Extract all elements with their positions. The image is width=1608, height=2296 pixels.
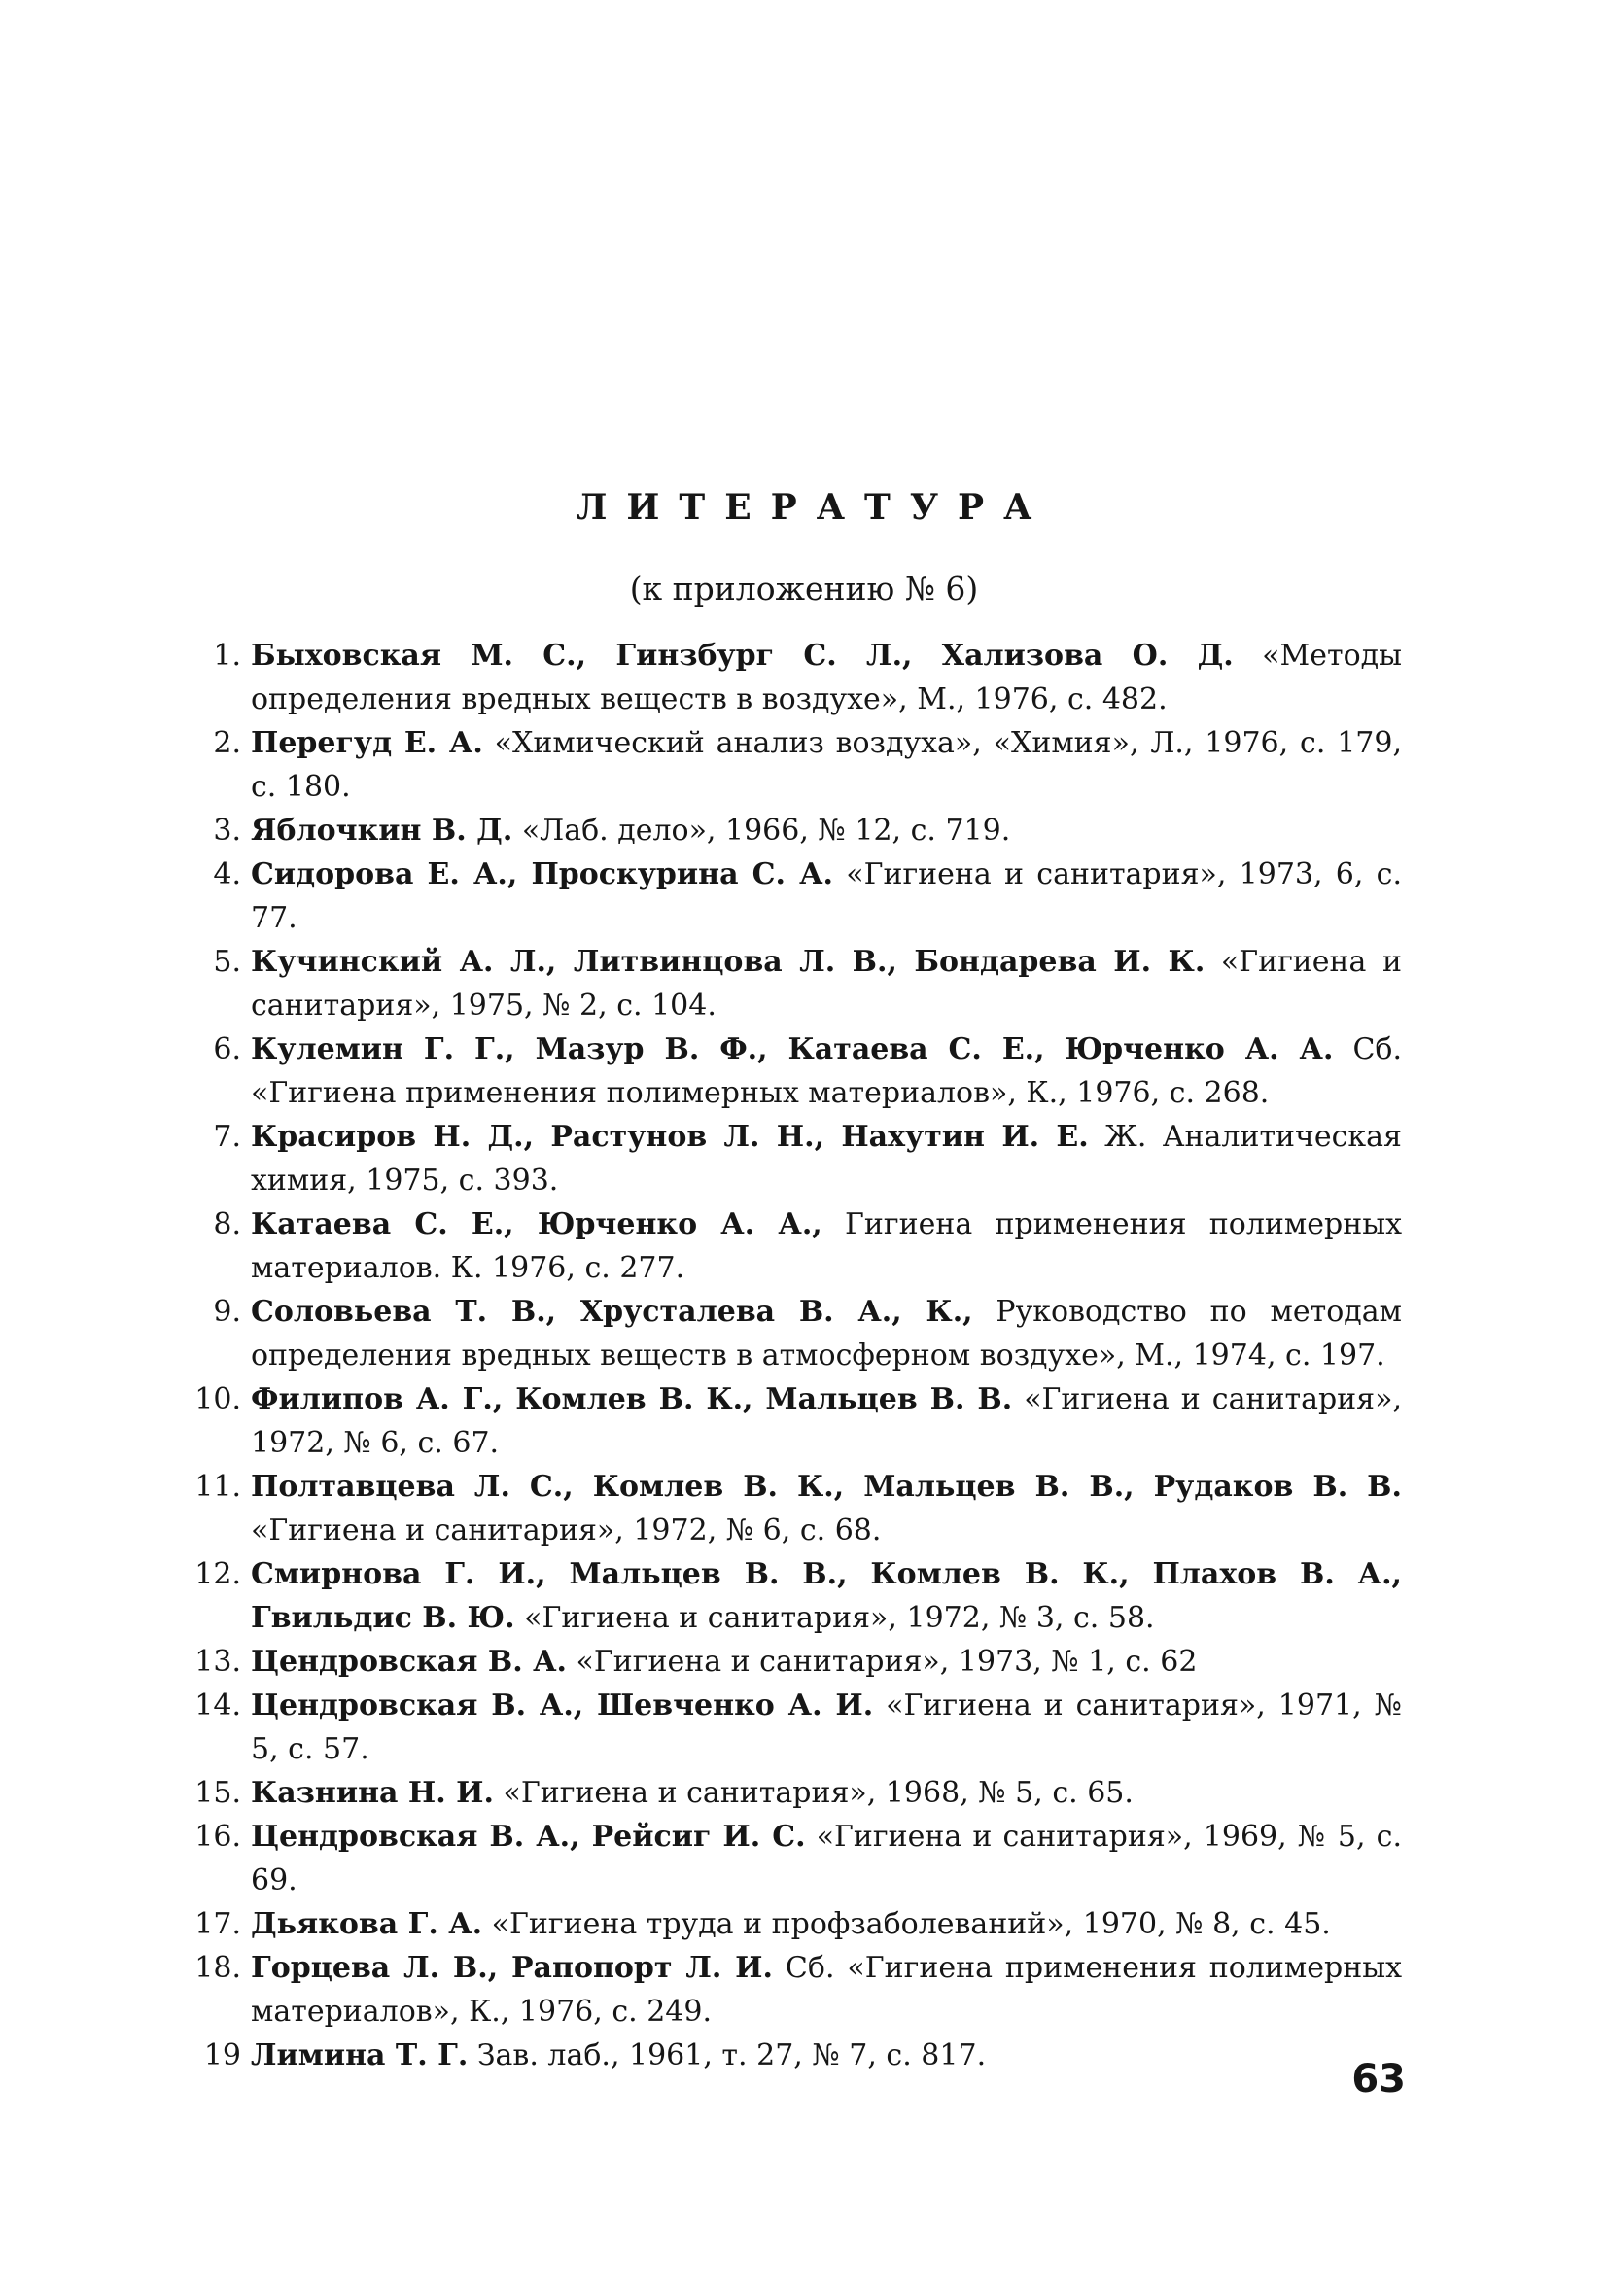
reference-authors: Цендровская В. А.: [251, 1645, 567, 1679]
reference-number: 18.: [194, 1951, 241, 1985]
reference-item: [194, 1902, 1402, 1946]
reference-number: 1.: [213, 639, 241, 673]
reference-item: [194, 1815, 1402, 1902]
reference-number: 15.: [194, 1776, 241, 1810]
reference-number: 17.: [194, 1907, 241, 1941]
reference-number: 2.: [213, 726, 241, 760]
reference-number: 16.: [194, 1820, 241, 1854]
reference-number: 12.: [194, 1557, 241, 1591]
reference-details: Зав. лаб., 1961, т. 27, № 7, с. 817.: [476, 2038, 987, 2072]
reference-number: 7.: [213, 1120, 241, 1154]
page-subtitle: (к приложению № 6): [629, 570, 979, 608]
reference-item: [213, 1290, 1402, 1377]
reference-authors: Полтавцева Л. С., Комлев В. К., Мальцев В. В., Рудаков В. В.: [251, 1470, 1402, 1504]
reference-item: [194, 1465, 1402, 1552]
reference-details: «Гигиена и санитария», 1972, № 3, с. 58.: [524, 1601, 1155, 1635]
reference-details: «Гигиена и санитария», 1973, 6, с. 77.: [251, 857, 1402, 935]
reference-details: Сб. «Гигиена применения полимерных материалов», К., 1976, с. 268.: [251, 1032, 1402, 1110]
reference-authors: Быховская М. С., Гинзбург С. Л., Хализова О. Д.: [251, 639, 1234, 673]
reference-details: «Гигиена и санитария», 1973, № 1, с. 62: [576, 1645, 1198, 1679]
reference-number: 14.: [194, 1688, 241, 1722]
reference-number: 4.: [213, 857, 241, 891]
reference-authors: Красиров Н. Д., Растунов Л. Н., Нахутин И. Е.: [251, 1120, 1089, 1154]
reference-authors: Дьякова Г. А.: [251, 1907, 483, 1941]
reference-item: [213, 852, 1402, 940]
reference-authors: Лимина Т. Г.: [251, 2038, 469, 2072]
reference-authors: Цендровская В. А., Рейсиг И. С.: [251, 1820, 806, 1854]
reference-number: 9.: [213, 1295, 241, 1329]
reference-authors: Цендровская В. А., Шевченко А. И.: [251, 1688, 874, 1722]
reference-authors: Филипов А. Г., Комлев В. К., Мальцев В. В.: [251, 1382, 1013, 1416]
reference-details: Сб. «Гигиена применения полимерных материалов», К., 1976, с. 249.: [251, 1951, 1402, 2029]
reference-authors: Кулемин Г. Г., Мазур В. Ф., Катаева С. Е., Юрченко А. А.: [251, 1032, 1334, 1066]
reference-item: [213, 1027, 1402, 1115]
reference-item: [213, 721, 1403, 809]
reference-details: Руководство по методам определения вредных веществ в атмосферном воздухе», М., 1974, с. 197.: [251, 1295, 1402, 1373]
page-title: ЛИТЕРАТУРА: [576, 487, 1052, 528]
reference-authors: Соловьева Т. В., Хрусталева В. А., К.,: [251, 1295, 973, 1329]
reference-item: [194, 1771, 1402, 1815]
reference-number: 5.: [213, 945, 241, 979]
reference-item: [213, 634, 1402, 721]
reference-item: [194, 1552, 1402, 1640]
reference-item: [203, 2034, 1402, 2077]
reference-details: Ж. Аналитическая химия, 1975, с. 393.: [251, 1120, 1402, 1198]
reference-item: [194, 1377, 1402, 1465]
reference-number: 3.: [213, 814, 241, 848]
reference-details: «Гигиена и санитария», 1968, № 5, с. 65.: [503, 1776, 1134, 1810]
reference-details: «Гигиена и санитария», 1969, № 5, с. 69.: [251, 1820, 1402, 1897]
reference-details: «Методы определения вредных веществ в воздухе», М., 1976, с. 482.: [251, 639, 1402, 716]
reference-item: [213, 1202, 1402, 1290]
reference-list: [194, 634, 1403, 2077]
reference-details: «Гигиена и санитария», 1972, № 6, с. 68.: [251, 1513, 882, 1548]
reference-item: [213, 809, 1402, 852]
reference-details: «Гигиена и санитария», 1972, № 6, с. 67.: [251, 1382, 1402, 1460]
reference-number: 11.: [194, 1470, 241, 1504]
reference-item: [213, 1115, 1402, 1202]
reference-details: Гигиена применения полимерных материалов. К. 1976, с. 277.: [251, 1207, 1402, 1285]
reference-authors: Кучинский А. Л., Литвинцова Л. В., Бондарева И. К.: [251, 945, 1206, 979]
reference-number: 19: [203, 2038, 241, 2072]
reference-details: «Гигиена труда и профзаболеваний», 1970, № 8, с. 45.: [491, 1907, 1331, 1941]
reference-authors: Перегуд Е. А.: [251, 726, 483, 760]
reference-authors: Катаева С. Е., Юрченко А. А.,: [251, 1207, 822, 1241]
reference-authors: Яблочкин В. Д.: [251, 814, 513, 848]
reference-item: [194, 1640, 1402, 1684]
reference-number: 8.: [213, 1207, 241, 1241]
reference-details: «Гигиена и санитария», 1975, № 2, с. 104.: [251, 945, 1402, 1023]
reference-number: 13.: [194, 1645, 241, 1679]
reference-authors: Горцева Л. В., Рапопорт Л. И.: [251, 1951, 773, 1985]
reference-authors: Смирнова Г. И., Мальцев В. В., Комлев В. К., Плахов В. А., Гвильдис В. Ю.: [251, 1557, 1402, 1635]
reference-item: [213, 940, 1402, 1027]
page-number: 63: [1351, 2057, 1406, 2102]
reference-authors: Сидорова Е. А., Проскурина С. А.: [251, 857, 834, 891]
reference-details: «Химический анализ воздуха», «Химия», Л., 1976, с. 179, с. 180.: [251, 726, 1403, 804]
reference-item: [194, 1946, 1402, 2034]
reference-item: [194, 1684, 1402, 1771]
reference-details: «Лаб. дело», 1966, № 12, с. 719.: [521, 814, 1011, 848]
reference-details: «Гигиена и санитария», 1971, № 5, с. 57.: [251, 1688, 1402, 1766]
reference-number: 10.: [194, 1382, 241, 1416]
reference-number: 6.: [213, 1032, 241, 1066]
reference-authors: Казнина Н. И.: [251, 1776, 494, 1810]
